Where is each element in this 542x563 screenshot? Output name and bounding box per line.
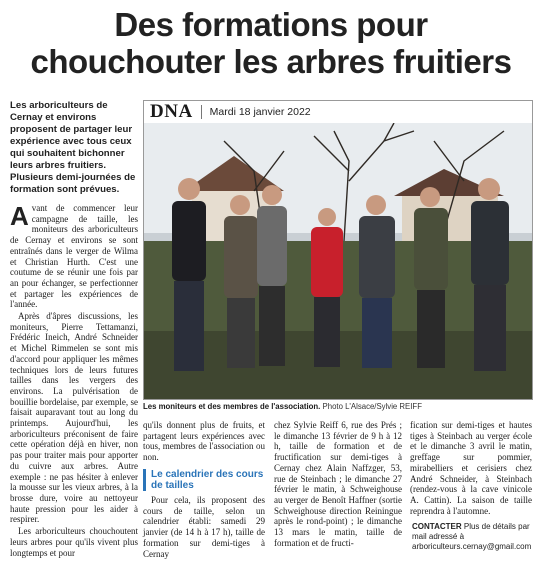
column-1-paragraph-3: Les arboriculteurs chouchoutent leurs arbres pour qu'ils vivent plus longtemps et pour	[10, 526, 138, 558]
column-2-paragraph-1: qu'ils donnent plus de fruits, et partagent leurs expériences avec tous, membres de l'association ou non.	[143, 420, 265, 463]
article-photo	[143, 100, 533, 400]
article-column-2-bottom	[143, 495, 265, 560]
caption-text: Les moniteurs et des membres de l'association.	[143, 402, 321, 411]
publication-date: Mardi 18 janvier 2022	[209, 106, 311, 118]
column-3-paragraph-1: chez Sylvie Reiff 6, rue des Prés ; le dimanche 13 février de 9 h à 12 h, taille de formation et de fructification sur demi-tiges à Cernay chez Alain Naffzger, 53, rue de Steinbach ; le dimanche 27 février le matin, à Schweighouse au verger de Benoît Haffner (sortie Schweighouse direction Reiningue après le rond-point) ; le dimanche 13 mars le matin, taille de formation et de fructi-	[274, 420, 402, 548]
column-4-paragraph-1: fication sur demi-tiges et hautes tiges à Steinbach au verger école et le dimanche 3 avril le matin, greffage sur pommier, mirabelliers et cerisiers chez André Schneider, à Steinbach (rendez-vous à la cave vinicole A. Cattin). La saison de taille reprendra à l'automne.	[410, 420, 532, 516]
article-column-2-top	[143, 420, 265, 464]
subheading: Le calendrier des cours de tailles	[143, 469, 273, 491]
drop-cap: A	[10, 201, 29, 231]
headline-line-2: chouchouter les arbres fruitiers	[30, 43, 512, 80]
headline	[0, 6, 542, 80]
photo-header	[144, 101, 532, 123]
group-photo-illustration	[144, 101, 532, 399]
lead-paragraph: Les arboriculteurs de Cernay et environs proposent de partager leur expérience avec tous ceux qui souhaitent bichonner leurs arbres fruitiers. Plusieurs demi-journées de formation sont prévues.	[10, 100, 136, 195]
article-column-1	[10, 203, 138, 559]
photo-credit: Photo L'Alsace/Sylvie REIFF	[322, 402, 422, 411]
column-1-paragraph-2: Après d'âpres discussions, les moniteurs, Pierre Tettamanzi, Frédéric Ineich, André Schneider et Michel Rimmelen se sont mis d'accord pour appliquer les mêmes techniques lors de leurs futures tailles dans les vergers des environs. La pulvérisation de bouillie bordelaise, par exemple, se faisait auparavant tout au long du printemps. Aujourd'hui, les arboriculteurs préconisent de faire cette opération déjà en hiver, non pas pour traiter mais pour apporter du cuivre aux arbres. Autre exemple : ne pas hésiter à enlever la mousse sur les vieux arbres, à la brosse dure, voire au nettoyeur haute pression pour les aider à respirer.	[10, 311, 138, 525]
dna-logo: DNA	[150, 101, 193, 122]
article-column-4	[410, 420, 532, 517]
contact-text: Plus de détails par mail adressé à arboriculteurs.cernay@gmail.com	[412, 522, 532, 551]
photo-caption	[143, 402, 531, 412]
headline-line-1: Des formations pour	[114, 6, 428, 43]
column-1-paragraph-1-text: vant de commencer leur campagne de taille, les moniteurs des arboriculteurs de Cernay et environs se sont entraînés dans le verger de Wilma et Christian Hurth. C'est une coutume de se réunir une fois par an pour échanger, se perfectionner et partager les expériences de l'année.	[10, 203, 138, 310]
header-divider	[201, 105, 202, 119]
article-column-3	[274, 420, 402, 549]
column-1-paragraph-1	[10, 203, 138, 310]
contact-box	[412, 522, 532, 552]
contact-label: CONTACTER	[412, 522, 462, 531]
column-2-paragraph-2: Pour cela, ils proposent des cours de taille, selon un calendrier établi: samedi 29 janvier (de 14 h à 17 h), taille de formation sur demi-tiges à Cernay	[143, 495, 265, 559]
